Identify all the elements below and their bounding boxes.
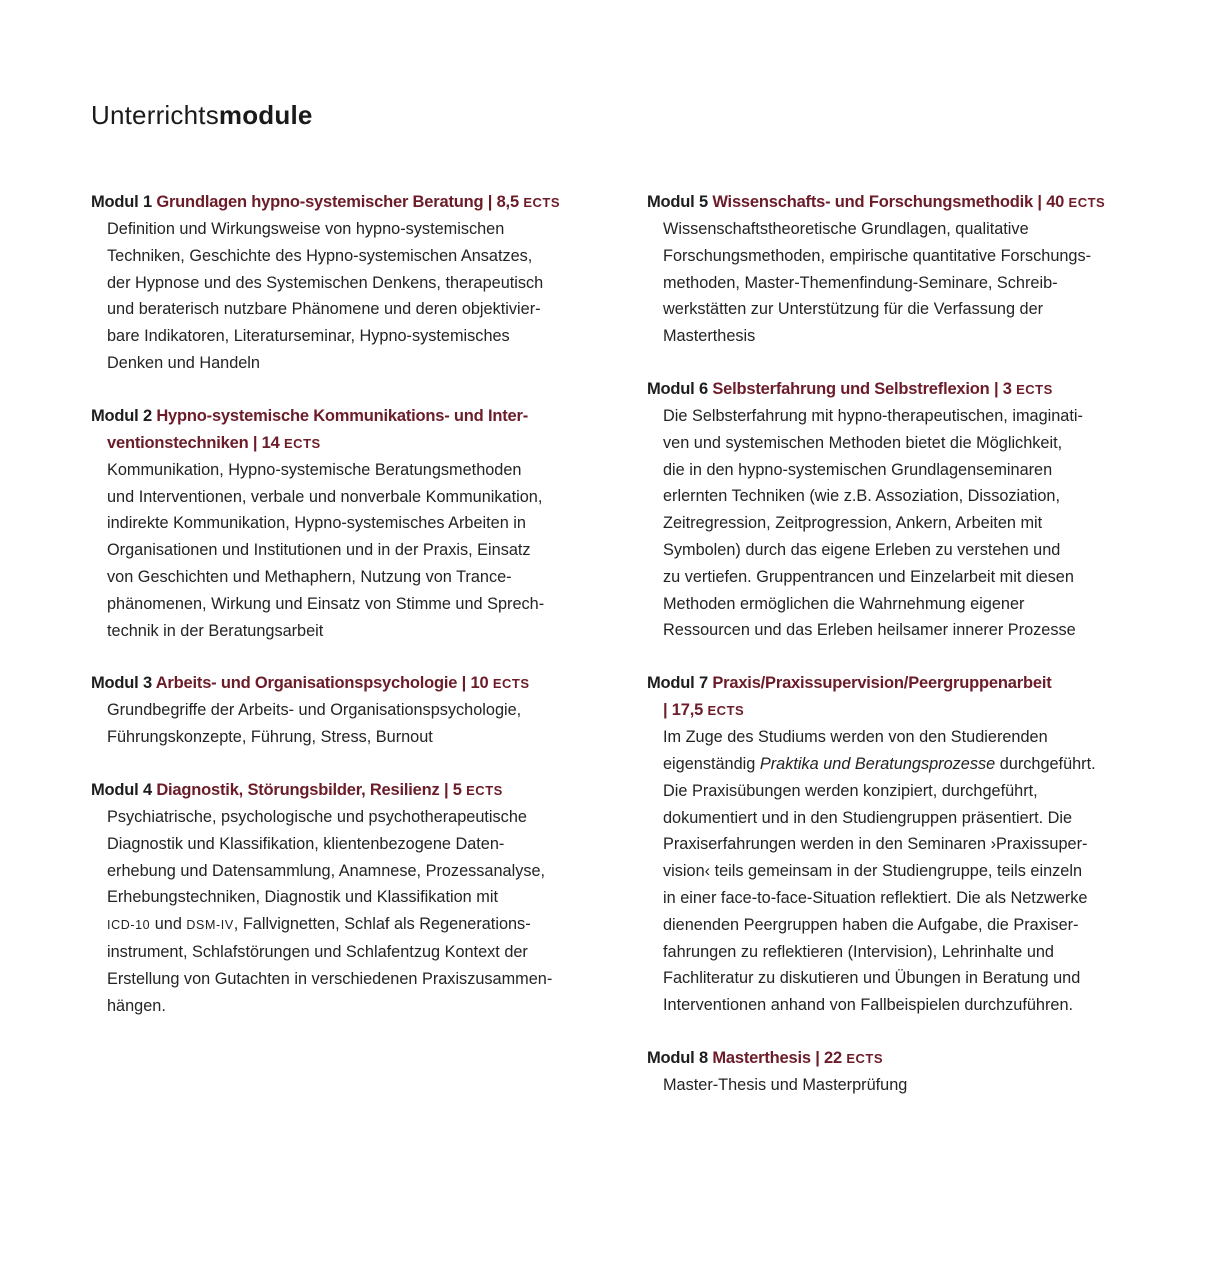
- description-line: Praxiserfahrungen werden in den Seminaren ›Praxissuper-: [663, 835, 1088, 854]
- module-ects: [1037, 193, 1105, 211]
- module-description: [91, 216, 591, 377]
- ects-unit: ECTS: [707, 703, 745, 719]
- module-ects: [253, 434, 321, 452]
- ects-value: | 3: [993, 379, 1012, 398]
- description-line: Die Selbsterfahrung mit hypno-therapeutischen, imaginati-: [663, 406, 1083, 425]
- description-line: Definition und Wirkungsweise von hypno-systemischen: [107, 220, 505, 238]
- ects-value: | 14: [252, 433, 280, 452]
- module-title: Selbsterfahrung und Selbstreflexion: [712, 379, 990, 398]
- description-line: zu vertiefen. Gruppentrancen und Einzelarbeit mit diesen: [663, 567, 1074, 586]
- description-line: indirekte Kommunikation, Hypno-systemisches Arbeiten in: [107, 514, 526, 533]
- module-description: [91, 804, 591, 1019]
- description-line: Führungskonzepte, Führung, Stress, Burnout: [107, 728, 433, 747]
- module-label: Modul 4: [91, 780, 152, 799]
- module-label: Modul 6: [647, 379, 708, 398]
- module-ects: [663, 701, 744, 719]
- description-line: und beraterisch nutzbare Phänomene und deren objektivier-: [107, 300, 541, 319]
- module-title: Arbeits- und Organisationspsychologie: [155, 674, 458, 693]
- description-line: Organisationen und Institutionen und in der Praxis, Einsatz: [107, 541, 531, 560]
- description-line: Forschungsmethoden, empirische quantitative Forschungs-: [663, 246, 1092, 265]
- description-line: vision‹ teils gemeinsam in der Studiengruppe, teils einzeln: [663, 862, 1083, 881]
- description-line: werkstätten zur Unterstützung für die Verfassung der: [663, 300, 1044, 319]
- module-description: [647, 216, 1147, 350]
- ects-value: | 40: [1037, 193, 1065, 211]
- module-6: [647, 376, 1147, 644]
- icd-abbreviation: ICD-10: [107, 918, 151, 933]
- module-label: Modul 1: [91, 193, 152, 211]
- module-heading: [647, 1045, 1147, 1072]
- module-7: [647, 670, 1147, 1019]
- module-heading: [91, 189, 591, 216]
- description-line: und Interventionen, verbale und nonverbale Kommunikation,: [107, 487, 543, 506]
- ects-unit: ECTS: [523, 195, 560, 210]
- module-label: Modul 3: [91, 674, 152, 693]
- ects-unit: ECTS: [846, 1050, 884, 1066]
- description-line: Wissenschaftstheoretische Grundlagen, qualitative: [663, 220, 1029, 238]
- description-line: Methoden ermöglichen die Wahrnehmung eigener: [663, 594, 1025, 613]
- ects-value: | 22: [815, 1048, 842, 1067]
- description-line: Techniken, Geschichte des Hypno-systemischen Ansatzes,: [107, 246, 533, 265]
- module-heading: [91, 403, 591, 457]
- description-line: phänomenen, Wirkung und Einsatz von Stimme und Sprech-: [107, 594, 545, 613]
- module-title: Diagnostik, Störungsbilder, Resilienz: [156, 780, 440, 799]
- module-title: Grundlagen hypno-systemischer Beratung: [156, 193, 484, 211]
- description-line: Fachliteratur zu diskutieren und Übungen in Beratung und: [663, 969, 1081, 988]
- ects-value: | 5: [443, 780, 462, 799]
- dsm-abbreviation: DSM-IV: [186, 918, 234, 933]
- module-label: Modul 2: [91, 406, 152, 425]
- ects-unit: ECTS: [466, 782, 503, 798]
- module-2: [91, 403, 591, 645]
- description-line: Master-Thesis und Masterprüfung: [663, 1075, 908, 1094]
- module-heading-line2: [91, 430, 591, 457]
- ects-value: | 10: [461, 674, 489, 693]
- text-fragment: durchgeführt.: [995, 754, 1096, 773]
- text-fragment: eigenständig: [663, 754, 760, 773]
- module-title-continued: ventionstechniken: [107, 433, 249, 452]
- module-heading-line2: [647, 697, 1147, 724]
- description-line: dokumentiert und in den Studiengruppen präsentiert. Die: [663, 808, 1073, 827]
- module-heading: [647, 670, 1147, 724]
- description-line: fahrungen zu reflektieren (Intervision), Lehrinhalte und: [663, 942, 1054, 961]
- description-line: in einer face-to-face-Situation reflektiert. Die als Netzwerke: [663, 888, 1088, 907]
- text-fragment: und: [150, 915, 187, 934]
- module-label: Modul 5: [647, 193, 708, 211]
- right-column: [647, 189, 1147, 1125]
- description-line: Kommunikation, Hypno-systemische Beratungsmethoden: [107, 460, 522, 479]
- module-heading: [647, 189, 1147, 216]
- module-description: [647, 1072, 1147, 1099]
- page-title: [91, 100, 313, 131]
- description-line: [663, 751, 1147, 778]
- module-3: [91, 670, 591, 751]
- description-line: erhebung und Datensammlung, Anamnese, Prozessanalyse,: [107, 861, 546, 880]
- module-1: [91, 189, 591, 377]
- description-line: [107, 911, 591, 939]
- description-line: Diagnostik und Klassifikation, klientenbezogene Daten-: [107, 834, 505, 853]
- left-column: [91, 189, 591, 1045]
- description-line: die in den hypno-systemischen Grundlagenseminaren: [663, 460, 1053, 479]
- module-description: [647, 724, 1147, 1019]
- description-line: ven und systemischen Methoden bietet die Möglichkeit,: [663, 433, 1063, 452]
- module-ects: [815, 1049, 883, 1067]
- description-line: Erstellung von Gutachten in verschiedenen Praxiszusammen-: [107, 969, 553, 988]
- description-line: Symbolen) durch das eigene Erleben zu verstehen und: [663, 540, 1061, 559]
- description-line: Zeitregression, Zeitprogression, Ankern, Arbeiten mit: [663, 514, 1043, 533]
- description-line: technik in der Beratungsarbeit: [107, 621, 324, 640]
- description-line: Grundbegriffe der Arbeits- und Organisationspsychologie,: [107, 701, 522, 720]
- module-ects: [488, 193, 560, 211]
- page-title-bold: module: [218, 100, 313, 130]
- text-fragment: , Fallvignetten, Schlaf als Regenerations-: [233, 915, 531, 934]
- module-title: Wissenschafts- und Forschungsmethodik: [712, 193, 1033, 211]
- description-line: von Geschichten und Methaphern, Nutzung von Trance-: [107, 567, 512, 586]
- module-description: [647, 403, 1147, 644]
- module-label: Modul 7: [647, 674, 708, 693]
- description-line: Interventionen anhand von Fallbeispielen durchzuführen.: [663, 996, 1074, 1015]
- description-line: methoden, Master-Themenfindung-Seminare, Schreib-: [663, 273, 1058, 292]
- description-line: Erhebungstechniken, Diagnostik und Klassifikation mit: [107, 888, 498, 907]
- ects-unit: ECTS: [492, 676, 530, 692]
- module-5: [647, 189, 1147, 350]
- module-heading: [647, 376, 1147, 403]
- module-title: Masterthesis: [712, 1048, 811, 1067]
- description-line: der Hypnose und des Systemischen Denkens, therapeutisch: [107, 273, 544, 292]
- description-line: Psychiatrische, psychologische und psychotherapeutische: [107, 807, 527, 826]
- italic-phrase: Praktika und Beratungsprozesse: [759, 754, 996, 773]
- module-ects: [994, 380, 1053, 398]
- description-line: hängen.: [107, 996, 166, 1015]
- module-title: Hypno-systemische Kommunikations- und Inter-: [156, 406, 528, 425]
- ects-unit: ECTS: [1068, 195, 1106, 210]
- description-line: Die Praxisübungen werden konzipiert, durchgeführt,: [663, 781, 1038, 800]
- description-line: dienenden Peergruppen haben die Aufgabe, die Praxiser-: [663, 915, 1079, 934]
- description-line: instrument, Schlafstörungen und Schlafentzug Kontext der: [107, 942, 528, 961]
- description-line: erlernten Techniken (wie z.B. Assoziation, Dissoziation,: [663, 487, 1060, 506]
- description-line: Ressourcen und das Erleben heilsamer innerer Prozesse: [663, 621, 1076, 640]
- module-description: [91, 457, 591, 645]
- page-title-light: Unterrichts: [91, 100, 219, 130]
- description-line: Masterthesis: [663, 327, 756, 346]
- ects-unit: ECTS: [284, 435, 321, 451]
- ects-unit: ECTS: [1016, 381, 1053, 397]
- module-4: [91, 777, 591, 1019]
- description-line: Denken und Handeln: [107, 353, 260, 372]
- module-title: Praxis/Praxissupervision/Peergruppenarbeit: [712, 674, 1052, 693]
- description-line: bare Indikatoren, Literaturseminar, Hypno-systemisches: [107, 327, 510, 346]
- ects-value: | 17,5: [663, 701, 704, 720]
- module-ects: [444, 781, 503, 799]
- module-8: [647, 1045, 1147, 1099]
- module-heading: [91, 670, 591, 697]
- module-ects: [462, 674, 530, 692]
- module-heading: [91, 777, 591, 804]
- description-line: Im Zuge des Studiums werden von den Studierenden: [663, 728, 1048, 747]
- module-description: [91, 697, 591, 751]
- module-label: Modul 8: [647, 1048, 708, 1067]
- ects-value: | 8,5: [487, 193, 519, 211]
